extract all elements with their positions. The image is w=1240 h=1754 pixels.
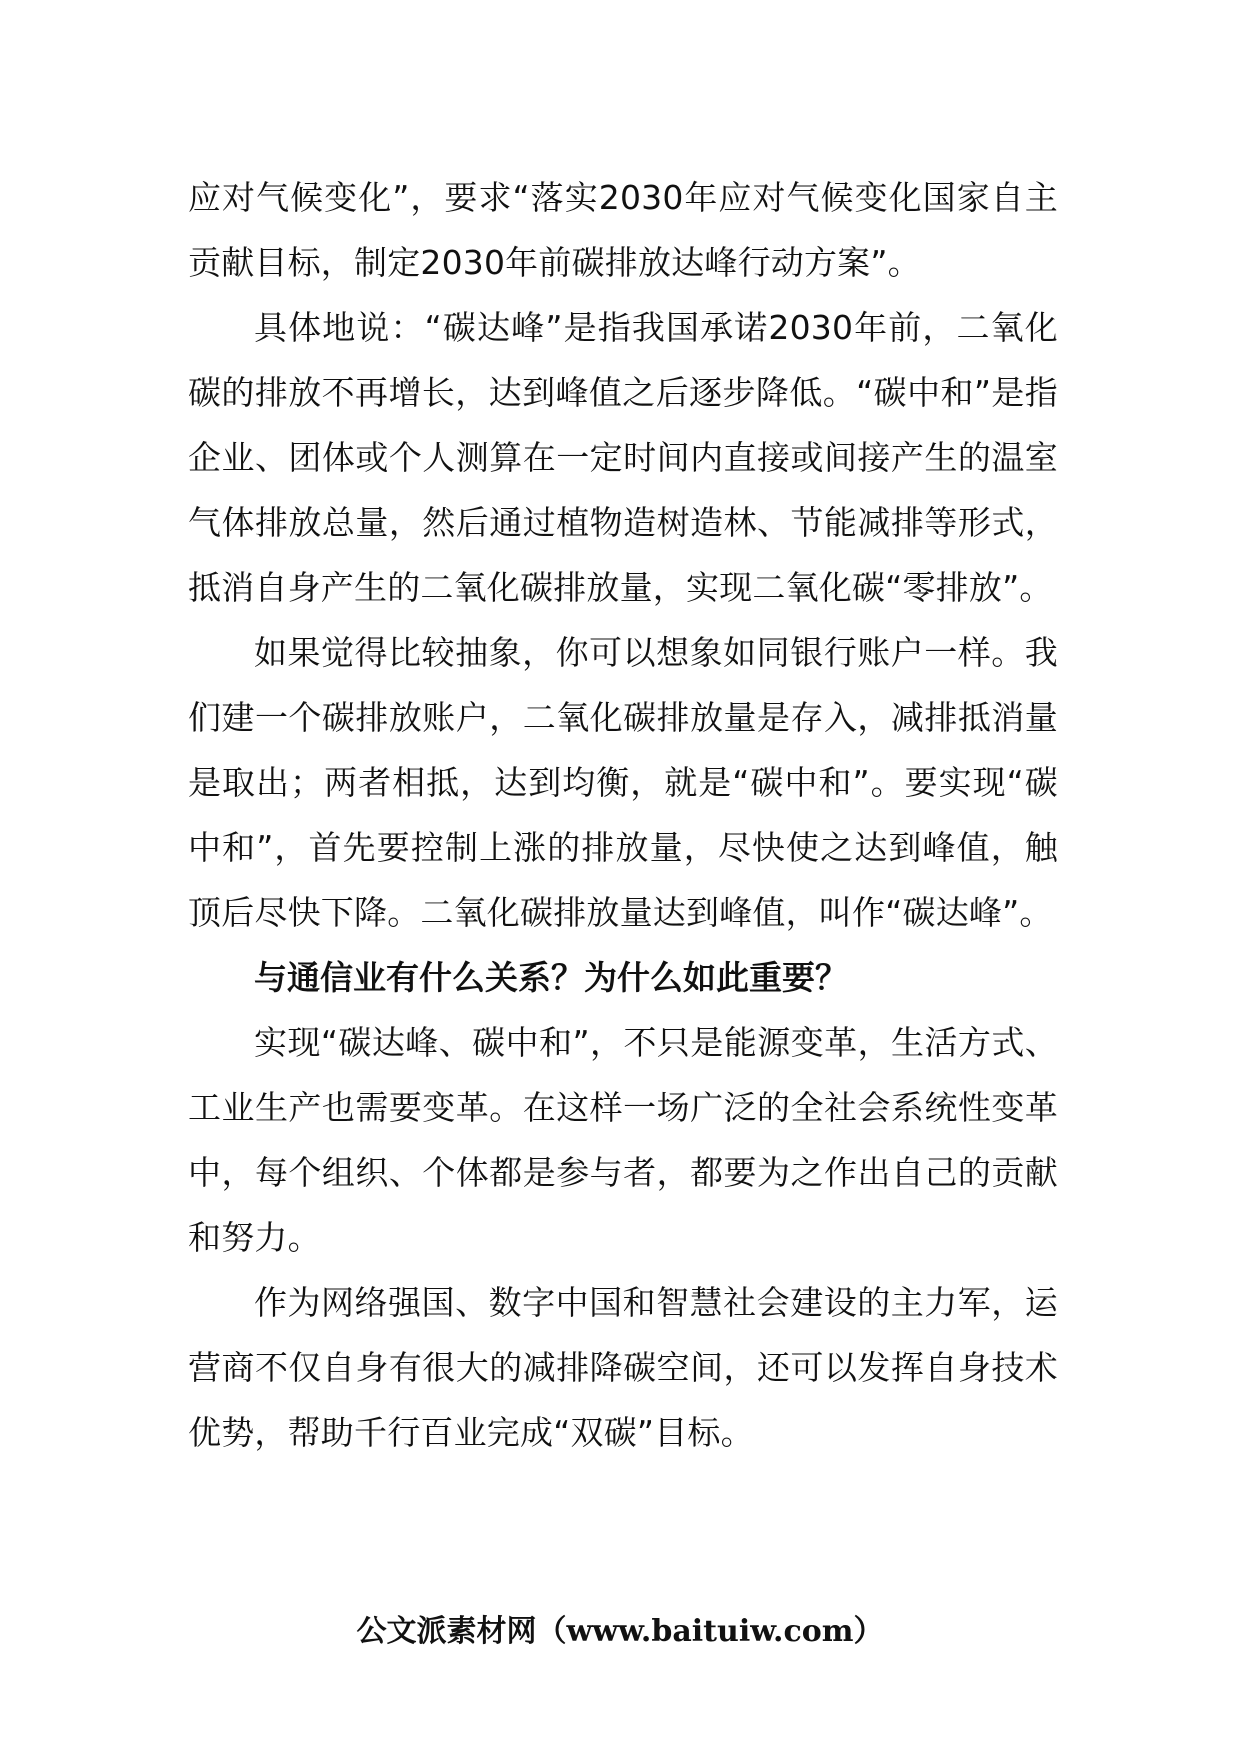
section-heading: 与通信业有什么关系？为什么如此重要？	[254, 958, 848, 997]
paragraph-5: 作为网络强国、数字中国和智慧社会建设的主力军，运营商不仅自身有很大的减排降碳空间，还可以发挥自身技术优势，帮助千行百业完成“双碳”目标。	[188, 1283, 1058, 1452]
footer-source: 公文派素材网（www.baituiw.com）	[356, 1614, 884, 1649]
paragraph-1: 应对气候变化”，要求“落实2030年应对气候变化国家自主贡献目标，制定2030年前碳排放达峰行动方案”。	[188, 178, 1058, 282]
document-body	[188, 165, 1058, 1465]
paragraph-3: 如果觉得比较抽象，你可以想象如同银行账户一样。我们建一个碳排放账户，二氧化碳排放量是存入，减排抵消量是取出；两者相抵，达到均衡，就是“碳中和”。要实现“碳中和”，首先要控制上涨的排放量，尽快使之达到峰值，触顶后尽快下降。二氧化碳排放量达到峰值，叫作“碳达峰”。	[188, 633, 1058, 932]
paragraph-2: 具体地说：“碳达峰”是指我国承诺2030年前，二氧化碳的排放不再增长，达到峰值之后逐步降低。“碳中和”是指企业、团体或个人测算在一定时间内直接或间接产生的温室气体排放总量，然后通过植物造树造林、节能减排等形式，抵消自身产生的二氧化碳排放量，实现二氧化碳“零排放”。	[188, 308, 1058, 607]
paragraph-4: 实现“碳达峰、碳中和”，不只是能源变革，生活方式、工业生产也需要变革。在这样一场广泛的全社会系统性变革中，每个组织、个体都是参与者，都要为之作出自己的贡献和努力。	[188, 1023, 1058, 1257]
